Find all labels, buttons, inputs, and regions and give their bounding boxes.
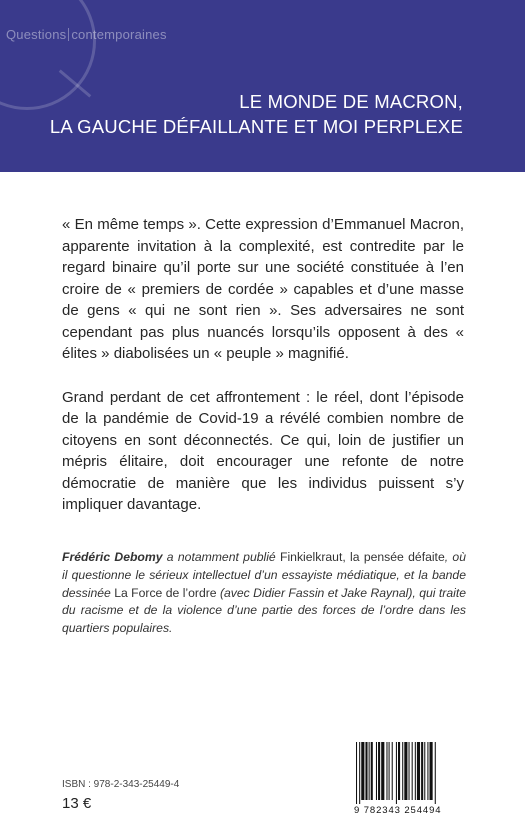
barcode-bar <box>415 742 416 800</box>
barcode-bar <box>356 742 357 804</box>
author-text-3: (avec Didier Fassin et Jake Raynal), qui traite du racisme et de la violence d’une partie des forces de l’ordre dans les quartiers populaires. <box>62 585 466 636</box>
author-bio <box>62 549 466 638</box>
author-text-2: , où il questionne le sérieux intellectuel d’un essayiste médiatique, et la bande dessinée <box>62 550 466 600</box>
barcode-bar <box>409 742 410 800</box>
barcode-bar <box>402 742 403 800</box>
author-work-2: La Force de l’ordre <box>114 585 217 600</box>
barcode-bar <box>365 742 367 800</box>
barcode-bar <box>392 742 393 800</box>
barcode-bar <box>430 742 433 800</box>
author-work-1: Finkielkraut, la pensée défaite <box>280 550 445 564</box>
barcode-bar <box>435 742 436 804</box>
barcode-bar <box>398 742 400 800</box>
blurb-paragraph-1: « En même temps ». Cette expression d’Emmanuel Macron, apparente invitation à la complexité, est contredite par le regard binaire qu’il porte sur une société constituée à l’en croire de « premiers de cordée » capables et d’une masse de gens « qui ne sont rien ». Ses adversaires ne sont cependant pas plus nuancés lorsqu’ils opposent à des « élites » diabolisées un « peuple » magnifié. <box>62 216 464 362</box>
barcode-bar <box>378 742 380 800</box>
isbn: ISBN : 978-2-343-25449-4 <box>62 779 180 790</box>
barcode-bar <box>361 742 364 800</box>
book-title <box>50 89 463 139</box>
barcode-bar <box>369 742 370 800</box>
barcode-bar <box>386 742 387 800</box>
barcode-bar <box>427 742 428 800</box>
cover-header-band <box>0 0 525 172</box>
barcode-bar <box>404 742 407 800</box>
series-name <box>6 27 167 42</box>
author-name: Frédéric Debomy <box>62 550 163 564</box>
barcode-bars <box>352 742 467 804</box>
barcode-bar <box>376 742 377 800</box>
book-title-line2: LA GAUCHE DÉFAILLANTE ET MOI PERPLEXE <box>49 116 463 137</box>
barcode-number: 9 782343 254494 <box>354 805 442 816</box>
series-name-right: contemporaines <box>71 27 167 42</box>
barcode-bar <box>381 742 384 800</box>
series-name-left: Questions <box>6 27 67 42</box>
blurb-paragraph-2: Grand perdant de cet affrontement : le réel, dont l’épisode de la pandémie de Covid-19 a révélé combien nombre de citoyens en sont déconnectés. Ce qui, loin de justifier un mépris élitaire, doit encourager une refonte de notre démocratie de manière que les individus puissent s’y impliquer davantage. <box>62 388 464 513</box>
author-text-1: a notamment publié <box>162 550 281 564</box>
series-separator <box>68 28 69 41</box>
blurb <box>62 214 464 538</box>
barcode-bar <box>417 742 420 800</box>
barcode-bar <box>389 742 390 800</box>
barcode-bar <box>371 742 373 800</box>
barcode-bar <box>359 742 360 804</box>
barcode-bar <box>421 742 423 800</box>
barcode-bar <box>396 742 397 804</box>
price: 13 € <box>62 795 92 812</box>
book-title-line1: LE MONDE DE MACRON, <box>239 91 463 112</box>
barcode-bar <box>424 742 425 800</box>
barcode-bar <box>412 742 413 800</box>
